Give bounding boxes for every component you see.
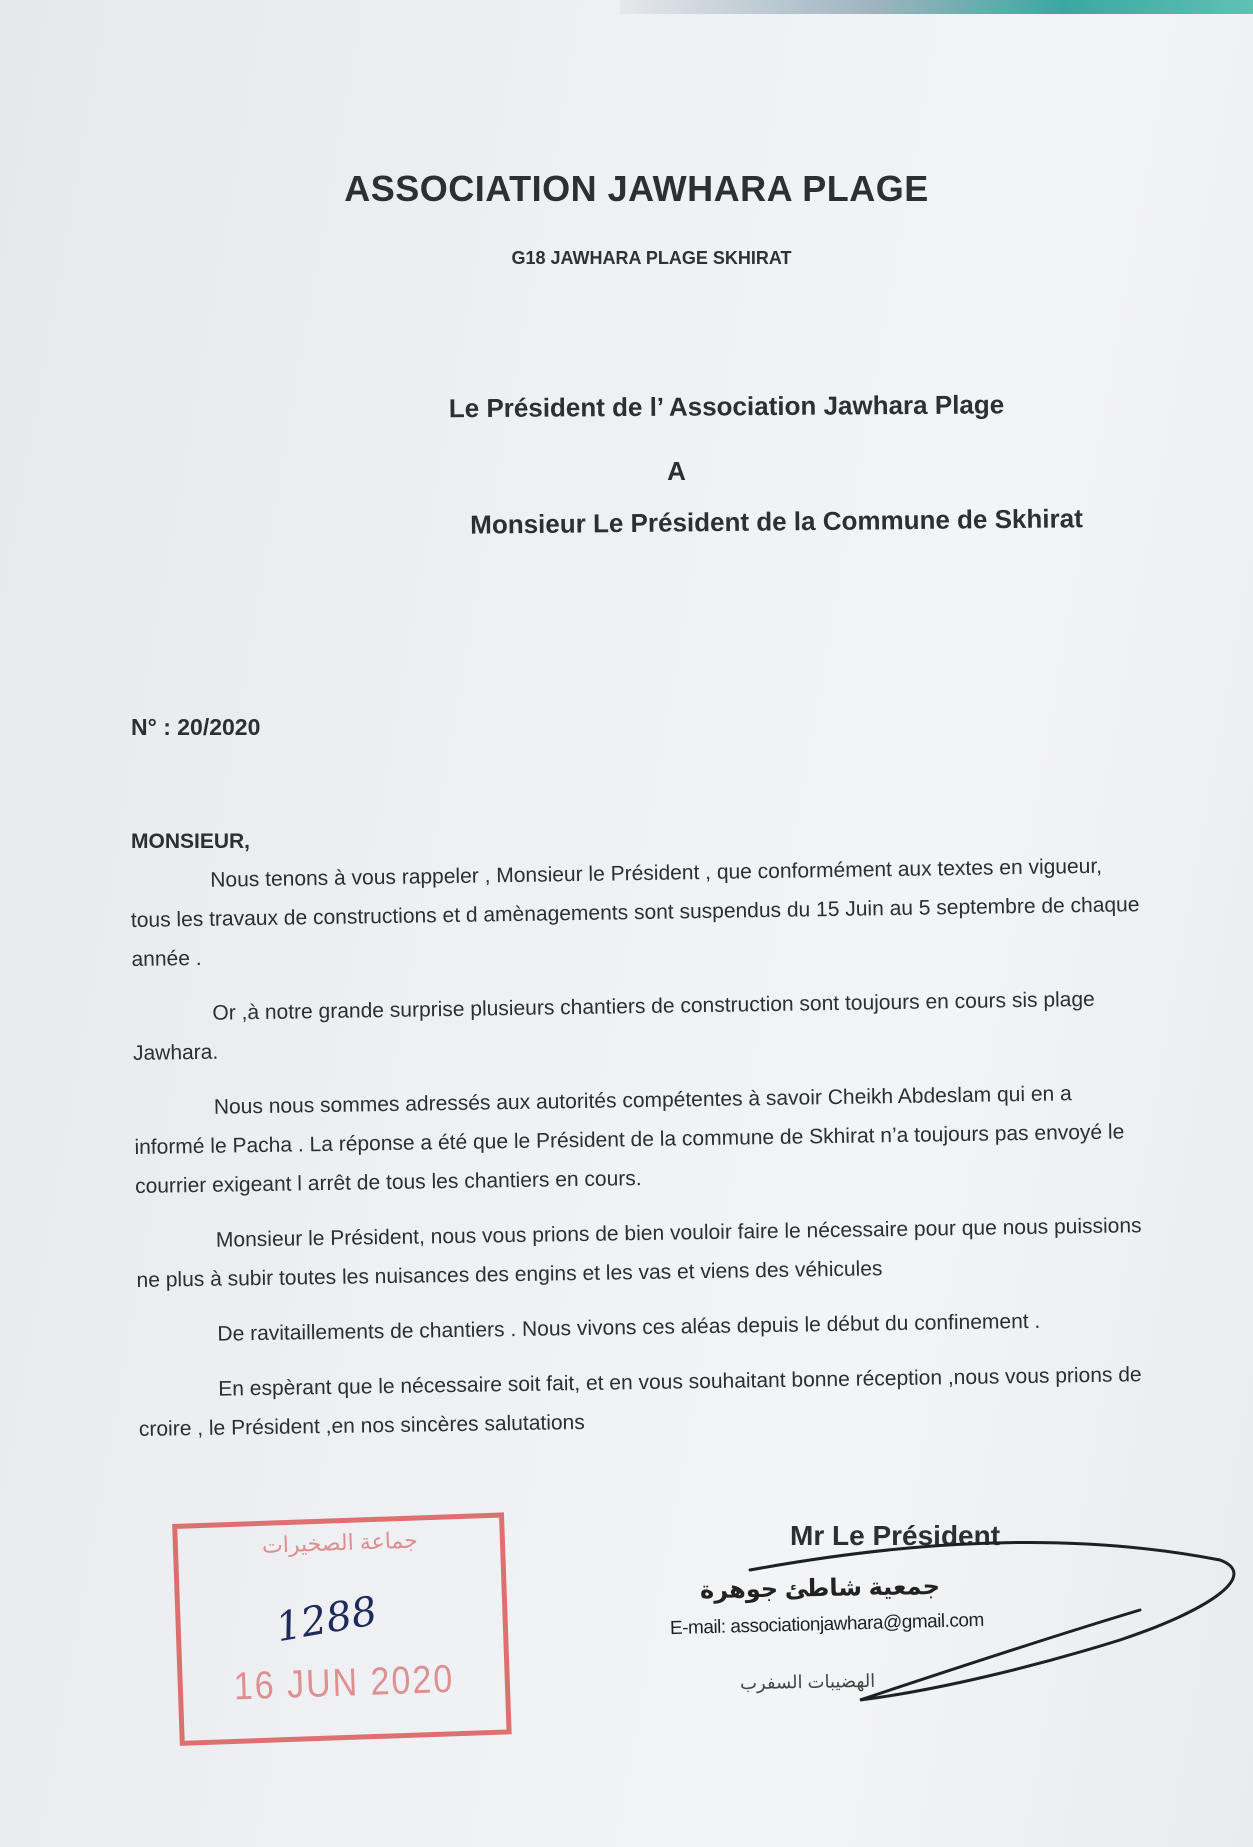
signature-arabic-name: جمعية شاطئ جوهرة xyxy=(699,1572,941,1605)
signature-email: E-mail: associationjawhara@gmail.com xyxy=(669,1609,985,1640)
recipient-line: Monsieur Le Président de la Commune de Skhirat xyxy=(470,503,1083,540)
signature-arabic-address: الهضيبات السفرب xyxy=(739,1670,876,1694)
letter-body xyxy=(130,846,1149,1465)
stamp-date: 16 JUN 2020 xyxy=(233,1657,455,1709)
stamp-handwritten-number: 1288 xyxy=(272,1588,381,1652)
letterhead-address: G18 JAWHARA PLAGE SKHIRAT xyxy=(511,248,792,268)
paragraph: Or ,à notre grande surprise plusieurs chantiers de construction sont toujours en cours sis plage Jawhara. xyxy=(132,987,1095,1065)
signature-scribble-icon xyxy=(740,1530,1250,1710)
salutation: MONSIEUR, xyxy=(131,830,251,853)
paragraph: De ravitaillements de chantiers . Nous vivons ces aléas depuis le début du confinement . xyxy=(217,1309,1041,1346)
stamp-header: جماعة الصخيرات xyxy=(261,1527,419,1558)
reference-number: N° : 20/2020 xyxy=(131,714,261,740)
paragraph: Nous tenons à vous rappeler , Monsieur le Président , que conformément aux textes en vigueur, tous les travaux de constructions et d amènagements sont suspendus du 15 Juin au 5 septembre de chaque année . xyxy=(130,854,1140,971)
paragraph: Monsieur le Président, nous vous prions de bien vouloir faire le nécessaire pour que nous puissions ne plus à subir toutes les nuisances des engins et les vas et viens des véhicules xyxy=(136,1214,1142,1292)
to-a-line: A xyxy=(667,456,686,486)
signature-title: Mr Le Président xyxy=(790,1520,1001,1551)
reception-stamp xyxy=(172,1512,520,1752)
sender-line: Le Président de l’ Association Jawhara Plage xyxy=(448,389,1005,424)
paragraph: Nous nous sommes adressés aux autorités compétentes à savoir Cheikh Abdeslam qui en a informé le Pacha . La réponse a été que le Président de la commune de Skhirat n’a toujours pas envoyé le courrier exigeant l arrêt de tous les chantiers en cours. xyxy=(134,1082,1125,1198)
letterhead-title: ASSOCIATION JAWHARA PLAGE xyxy=(344,168,929,209)
top-edge-strip xyxy=(620,0,1253,14)
paragraph: En espèrant que le nécessaire soit fait, et en vous souhaitant bonne réception ,nous vous prions de croire , le Président ,en nos sincères salutations xyxy=(138,1363,1142,1441)
